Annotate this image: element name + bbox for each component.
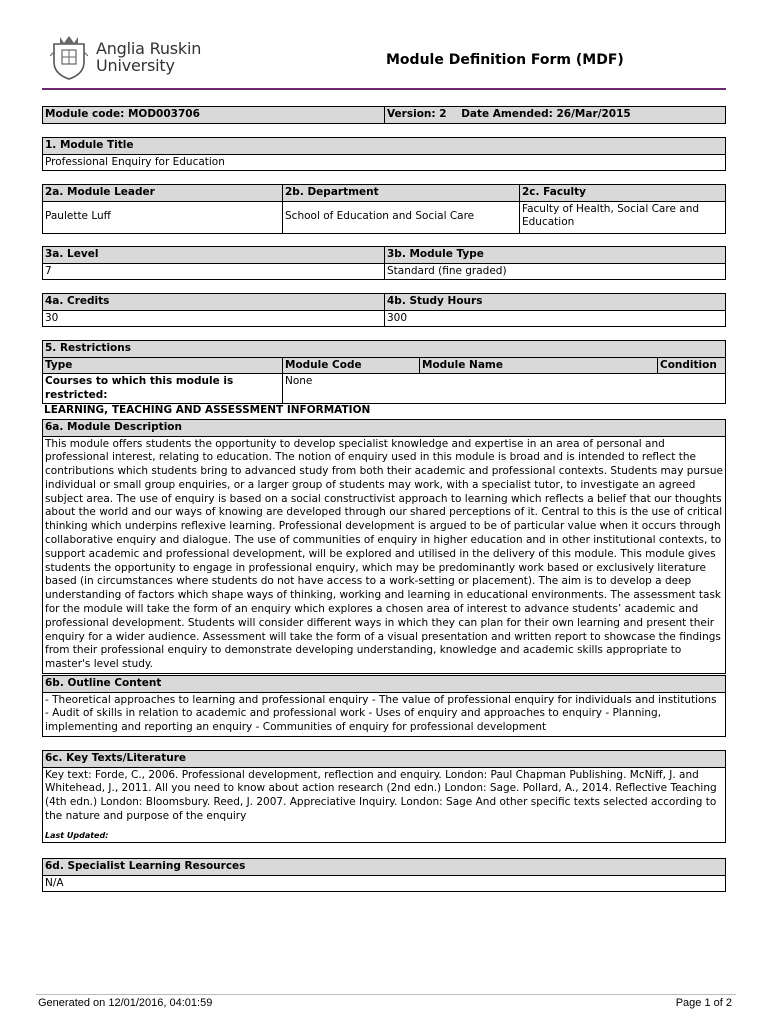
learning-resources-box bbox=[42, 858, 726, 892]
leader-department-box bbox=[42, 184, 726, 234]
study-hours-heading: 4b. Study Hours bbox=[387, 295, 483, 307]
module-description-text: This module offers students the opportunity to develop specialist knowledge and expertise in an area of personal and professional interest, relating to education. The notion of enquiry used in this module is broad and is intended to reflect the contributions which students bring to advanced study from both their academic and professional contexts. Students may pursue individual or small group enquiries, or a larger group of students may work, with a specialist tutor, to investigate an agreed subject area. The use of enquiry is based on a social constructivist approach to learning which reflects a belief that our thoughts about the world and our ways of knowing are developed through our shared perceptions of it. Central to this is the use of critical thinking which underpins reflexive learning. Professional development is argued to be of particular value when it occurs through collaborative enquiry and dialogue. The use of communities of enquiry in higher education and in other institutional contexts, to support academic and professional development, will be explored and utilised in the delivery of this module. This module gives students the opportunity to engage in professional enquiry, which may be predominantly work based or exclusively literature based (in circumstances where students do not have access to a work-setting or placement). The aim is to develop a deep understanding of factors which shape ways of thinking, working and learning in educational environments. The assessment task for the module will take the form of an enquiry which explores a chosen area of interest to advance students’ academic and professional development. Students will consider different ways in which they can plan for their own learning and present their enquiry for a wider audience. Assessment will take the form of a visual presentation and written report to showcase the findings from their professional enquiry to demonstrate developing understanding, knowledge and academic skills appropriate to master's level study. bbox=[45, 437, 723, 671]
crest-icon bbox=[50, 34, 88, 80]
module-type-value: Standard (fine graded) bbox=[387, 264, 507, 277]
restrictions-row-label: Courses to which this module is restricted: bbox=[43, 374, 283, 403]
page-number: Page 1 of 2 bbox=[675, 997, 732, 1009]
restrictions-col-module-code: Module Code bbox=[283, 358, 420, 374]
university-logo bbox=[50, 34, 220, 84]
key-texts-box bbox=[42, 750, 726, 843]
module-description-heading: 6a. Module Description bbox=[43, 420, 725, 436]
faculty-heading: 2c. Faculty bbox=[522, 186, 586, 198]
date-amended-label: Date Amended: bbox=[461, 108, 553, 120]
university-name-line1: Anglia Ruskin bbox=[96, 39, 202, 58]
form-title: Module Definition Form (MDF) bbox=[386, 52, 624, 68]
restrictions-col-module-name: Module Name bbox=[420, 358, 658, 374]
department-heading: 2b. Department bbox=[283, 185, 520, 201]
version-label: Version: bbox=[387, 108, 436, 120]
key-texts-text: Key text: Forde, C., 2006. Professional development, reflection and enquiry. London: Paul Chapman Publishing. McNiff, J. and Whitehead, J., 2011. All you need to know about action research (2nd edn.) London: Sage. Pollard, A., 2014. Reflective Teaching (4th edn.) London: Bloomsbury. Reed, J. 2007. Appreciative Inquiry. London: Sage And other specific texts selected according to the nature and purpose of the enquiry bbox=[45, 768, 717, 822]
module-description-box bbox=[42, 419, 726, 674]
restrictions-col-type: Type bbox=[43, 358, 283, 374]
module-leader-heading: 2a. Module Leader bbox=[43, 185, 283, 201]
version-date bbox=[385, 107, 725, 123]
study-hours-value: 300 bbox=[387, 311, 408, 324]
outline-content-box bbox=[42, 675, 726, 737]
key-texts-heading: 6c. Key Texts/Literature bbox=[43, 751, 725, 767]
credits-heading: 4a. Credits bbox=[43, 294, 385, 310]
date-amended-value: 26/Mar/2015 bbox=[556, 108, 631, 120]
module-title-box bbox=[42, 137, 726, 171]
level-value: 7 bbox=[43, 264, 385, 280]
generated-timestamp: Generated on 12/01/2016, 04:01:59 bbox=[38, 997, 213, 1009]
module-leader-value: Paulette Luff bbox=[43, 202, 283, 233]
header-divider bbox=[42, 88, 726, 90]
module-title-value: Professional Enquiry for Education bbox=[45, 155, 225, 168]
credits-hours-box bbox=[42, 293, 726, 327]
level-heading: 3a. Level bbox=[43, 247, 385, 263]
module-type-heading: 3b. Module Type bbox=[387, 248, 484, 260]
module-code: Module code: MOD003706 bbox=[43, 107, 385, 123]
outline-content-heading: 6b. Outline Content bbox=[43, 676, 725, 692]
last-updated-label: Last Updated: bbox=[45, 830, 109, 840]
lta-heading: LEARNING, TEACHING AND ASSESSMENT INFORMATION bbox=[44, 404, 371, 416]
module-code-box bbox=[42, 106, 726, 124]
outline-content-text: - Theoretical approaches to learning and professional enquiry - The value of professional enquiry for individuals and institutions - Audit of skills in relation to academic and professional work - Uses of enquiry and approaches to enquiry - Planning, implementing and reporting an enquiry - Communities of enquiry for professional development bbox=[45, 693, 717, 734]
restrictions-heading: 5. Restrictions bbox=[43, 341, 725, 357]
learning-resources-value: N/A bbox=[45, 876, 64, 889]
module-title-heading: 1. Module Title bbox=[43, 138, 725, 154]
restrictions-row-value: None bbox=[285, 375, 313, 387]
restrictions-box bbox=[42, 340, 726, 404]
learning-resources-heading: 6d. Specialist Learning Resources bbox=[43, 859, 725, 875]
restrictions-col-condition: Condition bbox=[660, 358, 717, 371]
version-value: 2 bbox=[439, 108, 447, 120]
faculty-value: Faculty of Health, Social Care and Education bbox=[522, 202, 700, 228]
level-type-box bbox=[42, 246, 726, 280]
footer-divider bbox=[36, 994, 736, 995]
credits-value: 30 bbox=[43, 311, 385, 327]
university-name-line2: University bbox=[96, 56, 175, 75]
university-name bbox=[96, 40, 201, 74]
department-value: School of Education and Social Care bbox=[283, 202, 520, 233]
